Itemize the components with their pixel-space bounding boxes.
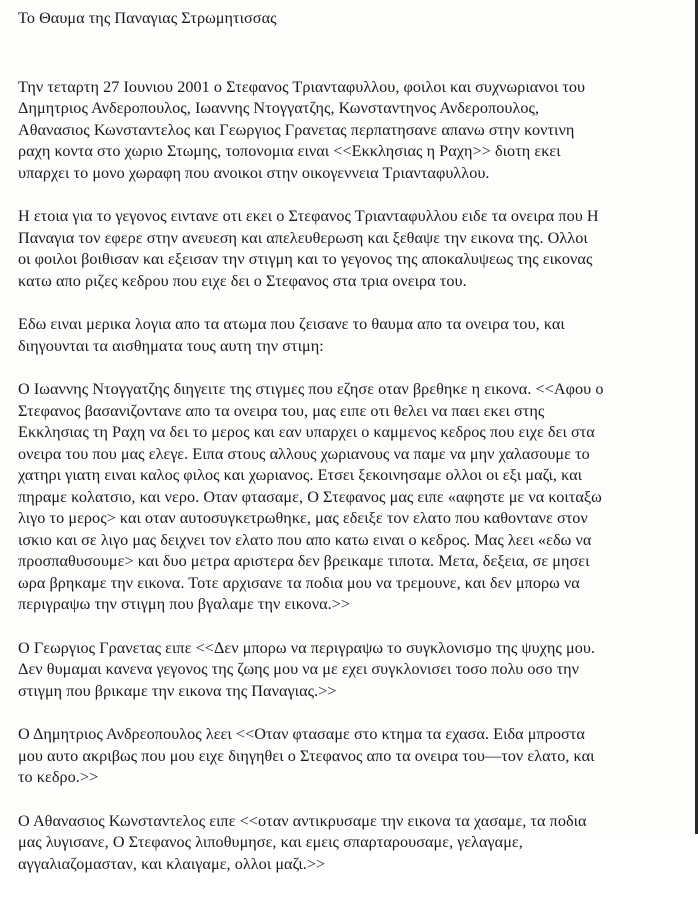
text-line: Εδω ειναι μερικα λογια απο τα ατωμα που ζεισανε το θαυμα απο τα ονειρα του, και — [18, 315, 565, 333]
text-line: αγγαλιαζομασταν, και κλαιγαμε, ολλοι μαζι.>> — [18, 854, 326, 873]
text-line: Εκκλησιας τη Ραχη να δει το μερος και εαν υπαρχει ο καμμενος κεδρος που ειχε δει στα — [18, 423, 595, 441]
text-line: Την τεταρτη 27 Ιουνιου 2001 ο Στεφανος Τριανταφυλλου, φοιλοι και συχνωριανοι του — [18, 77, 586, 96]
text-line: Η ετοια για το γεγονος ειντανε οτι εκει ο Στεφανος Τριανταφυλλου ειδε τα ονειρα που Η — [18, 207, 599, 225]
paragraph — [18, 77, 690, 185]
text-line: Ο Δημητριος Ανδρεοπουλος λεει <<Οταν φτασαμε στο κτημα τα εχασα. Ειδα μπροστα — [18, 725, 585, 743]
document-body — [18, 8, 690, 897]
text-line: κατω απο ριζες κεδρου που ειχε δει ο Στεφανος στα τρια ονειρα του. — [18, 271, 467, 290]
text-line: Δημητριος Ανδεροπουλος, Ιωαννης Ντογγατζης, Κωνσταντηνος Ανδεροπουλος, — [18, 99, 540, 117]
text-line: λιγο το μερος> και οταν αυτοσυγκετρωθηκε, μας εδειξε τον ελατο που καθοντανε στον — [18, 509, 588, 527]
text-line: μου αυτο ακριβως που μου ειχε διηγηθει ο Στεφανος απο τα ονειρα του—τον ελατο, και — [18, 746, 595, 765]
paragraph-list — [18, 77, 690, 876]
text-line: Αθανασιος Κωνσταντελος και Γεωργιος Γρανετας περπατησανε απανω στην κοντινη — [18, 120, 575, 139]
paragraph — [18, 379, 690, 616]
text-line: χατηρι γιατη ειναι καλος φιλος και χωριανος. Ετσει ξεκοινησαμε ολλοι οι εξι μαζι, και — [18, 466, 583, 484]
text-line: στιγμη που βρικαμε την εικονα της Παναγιας.>> — [18, 681, 337, 700]
text-line: Ο Αθανασιος Κωνσταντελος ειπε <<οταν αντικρυσαμε την εικονα τα χασαμε, τα ποδια — [18, 811, 587, 830]
text-line: ωρα βρηκαμε την εικονα. Τοτε αρχισανε τα ποδια μου να τρεμουνε, και δεν μπορω να — [18, 573, 580, 592]
text-line: Στεφανος βασανιζοντανε απο τα ονειρα του, μας ειπε οτι θελει να παει εκει στης — [18, 401, 545, 420]
text-line: Ο Ιωαννης Ντογγατζης διηγειτε της στιγμες που εζησε οταν βρεθηκε η εικονα. <<Αφου ο — [18, 380, 604, 398]
paragraph — [18, 724, 690, 789]
text-line: Δεν θυμαμαι κανενα γεγονος της ζωης μου να με εχει συγκλονισει τοσο πολυ οσο την — [18, 660, 580, 678]
text-line: μας λυγισανε, Ο Στεφανος λιποθυμησε, και εμεις σπαρταρουσαμε, γελαγαμε, — [18, 833, 523, 851]
paragraph — [18, 206, 690, 292]
text-line: ραχη κοντα στο χωριο Στωμης, τοπονομια ειναι <<Εκκλησιας η Ραχη>> διοτη εκει — [18, 142, 561, 160]
text-line: Παναγια τον εφερε στην ανευεση και απελευθερωση και ξεθαψε την εικονα της. Ολλοι — [18, 228, 588, 247]
text-line: πηραμε κολατσιο, και νερο. Οταν φτασαμε, Ο Στεφανος μας ειπε «αφηστε με να κοιταξω — [18, 487, 602, 506]
text-line: ισκιο και σε λιγο μας δειχνει τον ελατο που απο κατω ειναι ο κεδρος. Μας λεει «εδω να — [18, 530, 592, 549]
text-line: οι φοιλοι βοιθισαν και εξεισαν την στιγμη και το γεγονος της αποκαλυψεως της εικονας — [18, 250, 593, 268]
text-line: περιγραψω την στιγμη που βγαλαμε την εικονα.>> — [18, 595, 351, 613]
text-line: Ο Γεωργιος Γρανετας ειπε <<Δεν μπορω να περιγραψω το συγκλονισμο της ψυχης μου. — [18, 638, 596, 657]
text-line: προσπαθυσουμε> και δυο μετρα αριστερα δεν βρεικαμε τιποτα. Μετα, δεξεια, σε μησει — [18, 552, 590, 570]
text-line: υπαρχει το μονο χωραφη που ανοικοι στην οικογεννεια Τριανταφυλλου. — [18, 163, 490, 182]
document-title: Το Θαυμα της Παναγιας Στρωμητισσας — [18, 9, 277, 27]
text-line: ονειρα του που μας ελεγε. Ειπα στους αλλους χωριανους να παμε να μην χαλασουμε το — [18, 444, 590, 463]
text-line: το κεδρο.>> — [18, 768, 99, 786]
paragraph — [18, 314, 690, 357]
paragraph — [18, 811, 690, 876]
paragraph — [18, 638, 690, 703]
text-line: διηγουνται τα αισθηματα τους αυτη την στιμη: — [18, 336, 324, 355]
